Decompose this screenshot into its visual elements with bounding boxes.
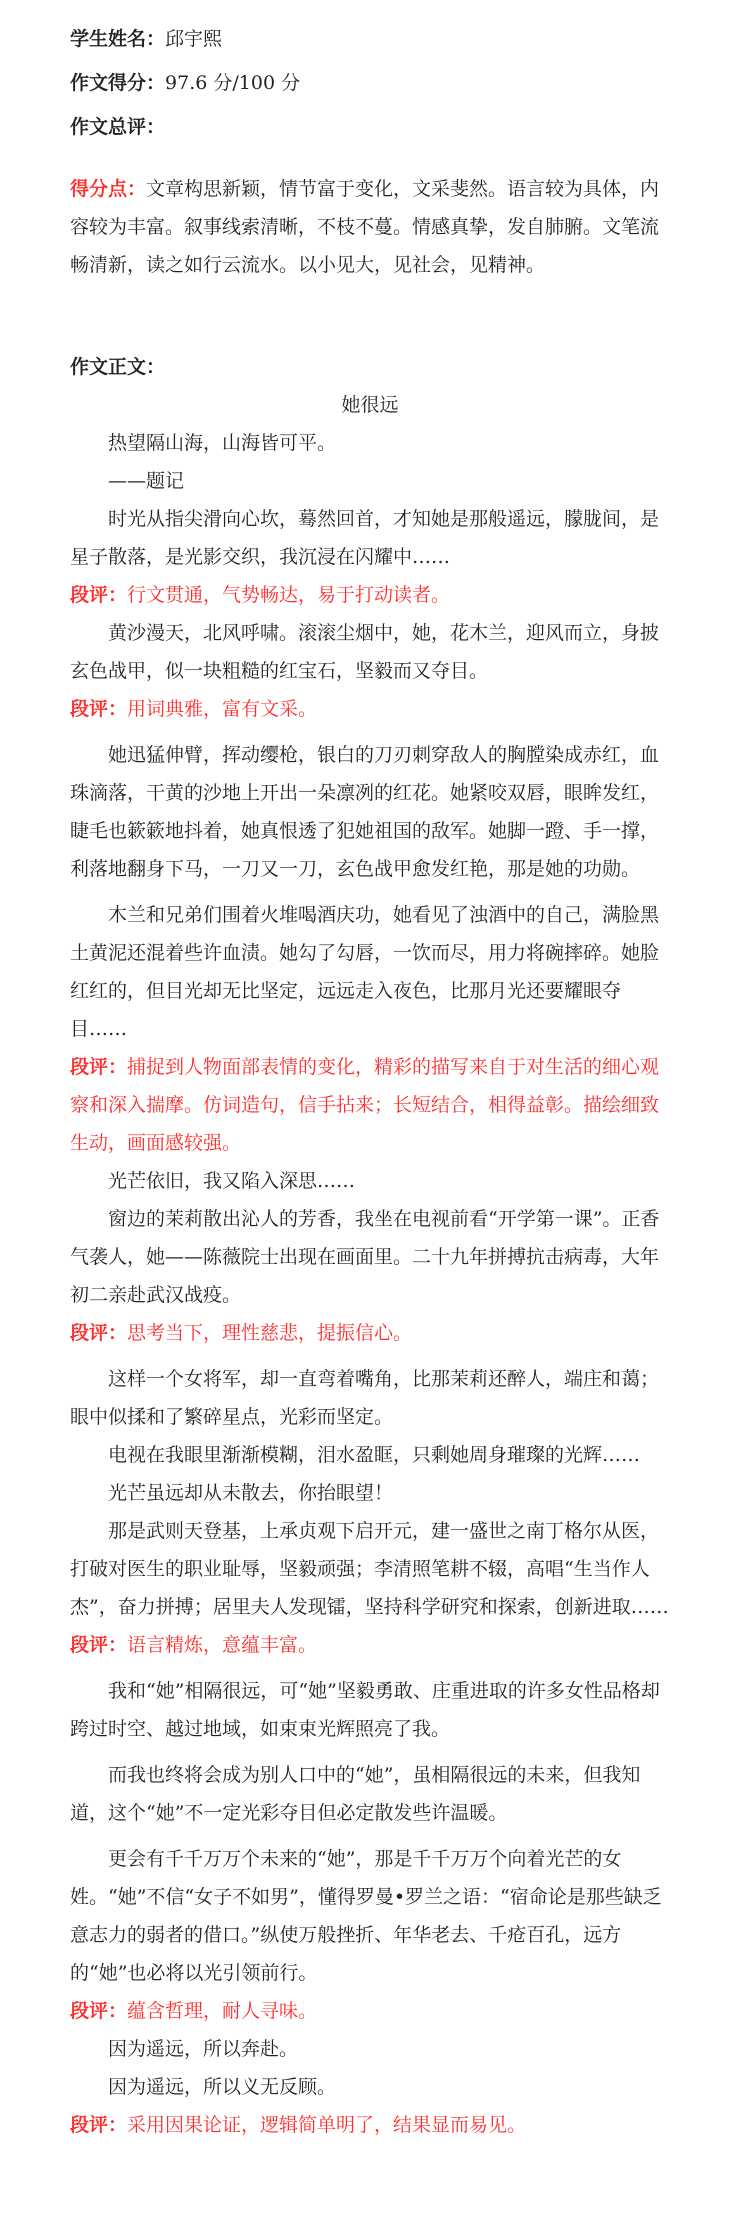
paragraph-comment-text: 蕴含哲理，耐人寻味。 — [127, 2000, 318, 2022]
paragraph-comment-label: 段评： — [70, 1634, 128, 1656]
paragraph-comment-text: 采用因果论证，逻辑简单明了，结果显而易见。 — [127, 2114, 527, 2136]
epigraph: 热望隔山海，山海皆可平。 — [108, 432, 337, 454]
essay-title: 她很远 — [341, 394, 399, 416]
student-name-label: 学生姓名： — [70, 28, 166, 50]
paragraph-comment-text: 思考当下，理性慈悲，提振信心。 — [127, 1322, 413, 1344]
paragraph-comment — [70, 1314, 670, 1352]
paragraph-comment-label: 段评： — [70, 2114, 128, 2136]
paragraph-comment-text: 用词典雅，富有文采。 — [127, 698, 318, 720]
paragraph-comment — [70, 1992, 670, 2030]
essay-paragraph: 我和“她”相隔很远，可“她”坚毅勇敢、庄重进取的许多女性品格却跨过时空、越过地域，如束束光辉照亮了我。 — [70, 1680, 660, 1740]
essay-paragraph: 而我也终将会成为别人口中的“她”，虽相隔很远的未来，但我知道，这个“她”不一定光彩夺目但必定散发些许温暖。 — [70, 1764, 641, 1824]
essay-paragraph: 光芒依旧，我又陷入深思…… — [108, 1170, 356, 1192]
essay-page — [70, 0, 670, 2144]
essay-paragraph: 她迅猛伸臂，挥动缨枪，银白的刀刃刺穿敌人的胸膛染成赤红，血珠滴落，干黄的沙地上开出一朵凛冽的红花。她紧咬双唇，眼眸发红，睫毛也簌簌地抖着，她真恨透了犯她祖国的敌军。她脚一蹬、手一撑，利落地翻身下马，一刀又一刀，玄色战甲愈发红艳，那是她的功勋。 — [70, 744, 660, 880]
paragraph-comment-label: 段评： — [70, 1056, 128, 1078]
student-name-line — [70, 20, 670, 58]
overall-comment-text: 文章构思新颖，情节富于变化，文采斐然。语言较为具体，内容较为丰富。叙事线索清晰，不枝不蔓。情感真挚，发自肺腑。文笔流畅清新，读之如行云流水。以小见大，见社会，见精神。 — [70, 178, 660, 276]
epigraph-source: ——题记 — [108, 470, 185, 492]
paragraph-comment — [70, 1626, 670, 1664]
paragraph-comment-text: 捕捉到人物面部表情的变化，精彩的描写来自于对生活的细心观察和深入揣摩。仿词造句，信手拈来；长短结合，相得益彰。描绘细致生动，画面感较强。 — [70, 1056, 660, 1154]
essay-paragraph: 因为遥远，所以奔赴。 — [108, 2038, 299, 2060]
essay-paragraph: 更会有千千万万个未来的“她”，那是千千万万个向着光芒的女姓。“她”不信“女子不如男”，懂得罗曼•罗兰之语：“宿命论是那些缺乏意志力的弱者的借口。”纵使万般挫折、年华老去、千疮百孔，远方的“她”也必将以光引领前行。 — [70, 1848, 662, 1984]
paragraph-comment-label: 段评： — [70, 584, 128, 606]
essay-paragraph: 木兰和兄弟们围着火堆喝酒庆功，她看见了浊酒中的自己，满脸黑土黄泥还混着些许血渍。她勾了勾唇，一饮而尽，用力将碗摔碎。她脸红红的，但目光却无比坚定，远远走入夜色，比那月光还要耀眼夺目…… — [70, 904, 660, 1040]
student-name-value: 邱宇熙 — [165, 28, 223, 50]
paragraph-comment-label: 段评： — [70, 698, 128, 720]
overall-comment-label: 得分点： — [70, 178, 147, 200]
paragraph-comment — [70, 576, 670, 614]
paragraph-comment — [70, 2106, 670, 2144]
score-value: 97.6 分/100 分 — [165, 72, 301, 94]
essay-paragraph: 那是武则天登基，上承贞观下启开元，建一盛世之南丁格尔从医，打破对医生的职业耻辱，坚毅顽强；李清照笔耕不辍，高唱“生当作人杰”，奋力拼搏；居里夫人发现镭，坚持科学研究和探索，创新进取…… — [70, 1520, 669, 1618]
paragraph-comment-label: 段评： — [70, 2000, 128, 2022]
score-label: 作文得分： — [70, 72, 166, 94]
essay-section-label: 作文正文： — [70, 356, 166, 378]
paragraph-comment — [70, 690, 670, 728]
paragraph-comment — [70, 1048, 670, 1162]
paragraph-comment-text: 语言精炼，意蕴丰富。 — [127, 1634, 318, 1656]
essay-paragraph: 因为遥远，所以义无反顾。 — [108, 2076, 337, 2098]
overall-comment — [70, 170, 670, 284]
essay-paragraph: 电视在我眼里渐渐模糊，泪水盈眶，只剩她周身璀璨的光辉…… — [108, 1444, 641, 1466]
paragraph-comment-label: 段评： — [70, 1322, 128, 1344]
essay-paragraph: 黄沙漫天，北风呼啸。滚滚尘烟中，她，花木兰，迎风而立，身披玄色战甲，似一块粗糙的红宝石，坚毅而又夺目。 — [70, 622, 660, 682]
score-line — [70, 64, 670, 102]
essay-paragraph: 时光从指尖滑向心坎，蓦然回首，才知她是那般遥远，朦胧间，是星子散落，是光影交织，我沉浸在闪耀中…… — [70, 508, 660, 568]
overall-comment-title: 作文总评： — [70, 116, 166, 138]
essay-paragraph: 这样一个女将军，却一直弯着嘴角，比那茉莉还醉人，端庄和蔼；眼中似揉和了繁碎星点，光彩而坚定。 — [70, 1368, 660, 1428]
essay-paragraph: 光芒虽远却从未散去，你抬眼望！ — [108, 1482, 394, 1504]
essay-paragraph: 窗边的茉莉散出沁人的芳香，我坐在电视前看“开学第一课”。正香气袭人，她——陈薇院士出现在画面里。二十九年拼搏抗击病毒，大年初二亲赴武汉战疫。 — [70, 1208, 660, 1306]
paragraph-comment-text: 行文贯通，气势畅达，易于打动读者。 — [127, 584, 451, 606]
